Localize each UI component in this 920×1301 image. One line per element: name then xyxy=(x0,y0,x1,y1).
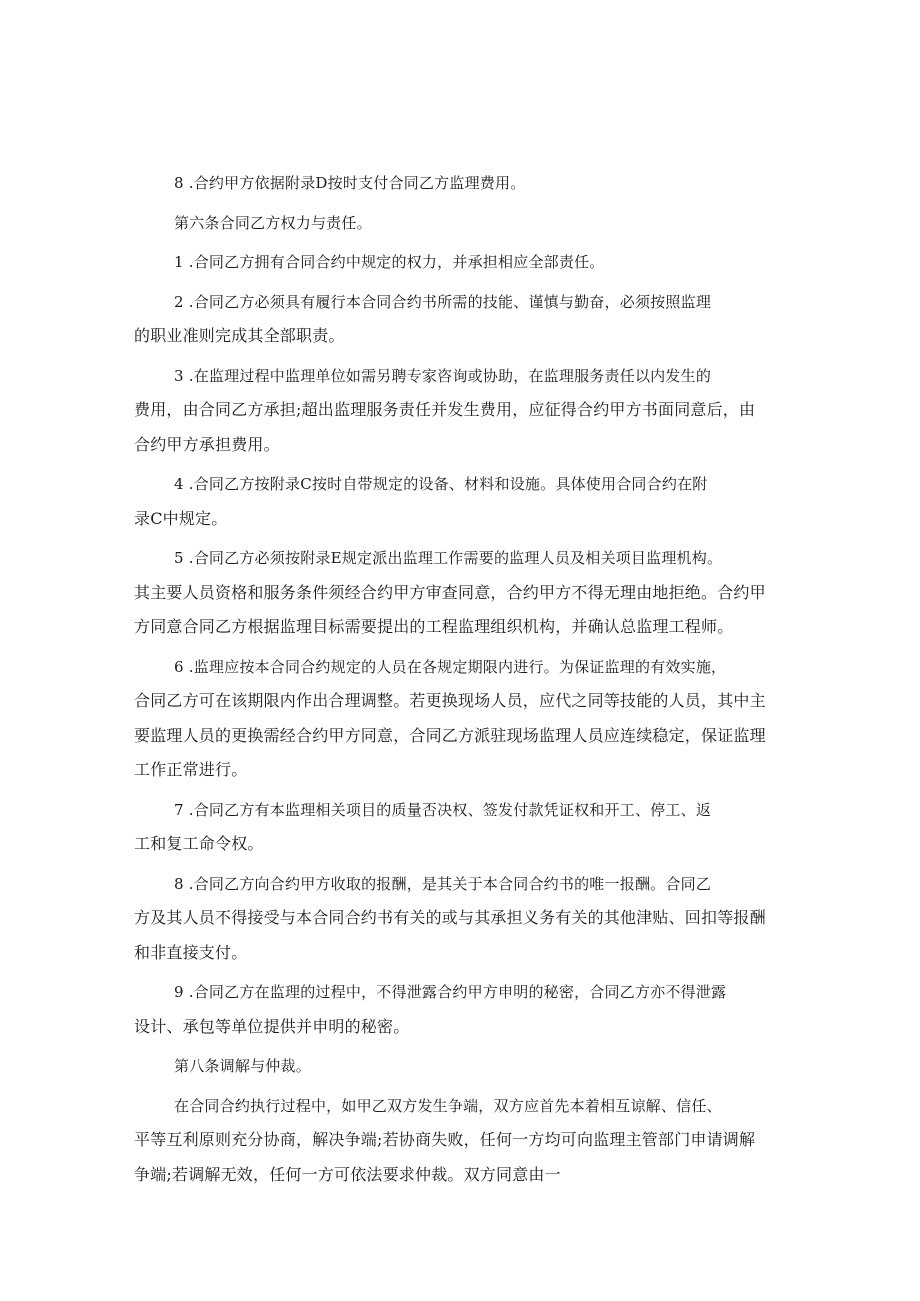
text-line: 工和复工命令权。 xyxy=(134,834,264,853)
clause-item-3 xyxy=(134,359,790,463)
text-line: 的职业准则完成其全部职责。 xyxy=(134,326,345,345)
text-line: 费用，由合同乙方承担;超出监理服务责任并发生费用，应征得合约甲方书面同意后，由 xyxy=(134,400,756,419)
text-line: 和非直接支付。 xyxy=(134,942,248,962)
text-line: 设计、承包等单位提供并申明的秘密。 xyxy=(134,1016,410,1036)
article-8-heading xyxy=(134,1049,790,1084)
text-line: 7 .合同乙方有本监理相关项目的质量否决权、签发付款凭证权和开工、停工、返 xyxy=(174,800,712,819)
clause-item-1 xyxy=(134,245,790,280)
text-line: 争端;若调解无效，任何一方可依法要求仲裁。双方同意由一 xyxy=(134,1164,561,1184)
text-line: 方及其人员不得接受与本合同合约书有关的或与其承担义务有关的其他津贴、回扣等报酬 xyxy=(134,908,766,927)
text-line: 平等互利原则充分协商，解决争端;若协商失败，任何一方均可向监理主管部门申请调解 xyxy=(134,1130,756,1149)
text-line: 合约甲方承担费用。 xyxy=(134,434,280,454)
clause-item-8-remuneration xyxy=(134,867,790,971)
clause-item-9 xyxy=(134,975,790,1044)
text-line: 其主要人员资格和服务条件须经合约甲方审查同意，合约甲方不得无理由地拒绝。合约甲 xyxy=(134,582,766,602)
text-line: 在合同合约执行过程中，如甲乙双方发生争端，双方应首先本着相互谅解、信任、 xyxy=(174,1096,722,1115)
clause-item-2 xyxy=(134,285,790,354)
text-line: 4 .合同乙方按附录C按时自带规定的设备、材料和设施。具体使用合同合约在附 xyxy=(174,475,708,493)
text-line: 1 .合同乙方拥有合同合约中规定的权力，并承担相应全部责任。 xyxy=(174,253,605,271)
text-line: 3 .在监理过程中监理单位如需另聘专家咨询或协助，在监理服务责任以内发生的 xyxy=(174,366,712,385)
dispute-resolution-paragraph xyxy=(134,1089,790,1193)
text-line: 工作正常进行。 xyxy=(134,760,248,779)
text-line: 录C中规定。 xyxy=(134,508,228,528)
clause-item-4 xyxy=(134,467,790,536)
text-line: 8 .合约甲方依据附录D按时支付合同乙方监理费用。 xyxy=(174,174,526,192)
text-line: 要监理人员的更换需经合约甲方同意，合同乙方派驻现场监理人员应连续稳定，保证监理 xyxy=(134,725,766,745)
clause-item-6 xyxy=(134,650,790,788)
clause-item-7 xyxy=(134,793,790,862)
text-line: 9 .合同乙方在监理的过程中，不得泄露合约甲方申明的秘密，合同乙方亦不得泄露 xyxy=(174,983,727,1001)
text-line: 方同意合同乙方根据监理目标需要提出的工程监理组织机构，并确认总监理工程师。 xyxy=(134,617,734,636)
text-line: 6 .监理应按本合同合约规定的人员在各规定期限内进行。为保证监理的有效实施， xyxy=(174,657,727,676)
article-6-heading xyxy=(134,206,790,241)
clause-item-5 xyxy=(134,541,790,645)
text-line: 合同乙方可在该期限内作出合理调整。若更换现场人员，应代之同等技能的人员，其中主 xyxy=(134,691,766,710)
clause-item-8-payment xyxy=(134,166,790,201)
text-line: 第八条调解与仲裁。 xyxy=(174,1057,311,1075)
text-line: 5 .合同乙方必须按附录E规定派出监理工作需要的监理人员及相关项目监理机构。 xyxy=(174,549,723,567)
text-line: 第六条合同乙方权力与责任。 xyxy=(174,213,372,232)
document-page xyxy=(134,166,790,1197)
text-line: 8 .合同乙方向合约甲方收取的报酬，是其关于本合同合约书的唯一报酬。合同乙 xyxy=(174,874,712,893)
text-line: 2 .合同乙方必须具有履行本合同合约书所需的技能、谨慎与勤奋，必须按照监理 xyxy=(174,292,712,311)
